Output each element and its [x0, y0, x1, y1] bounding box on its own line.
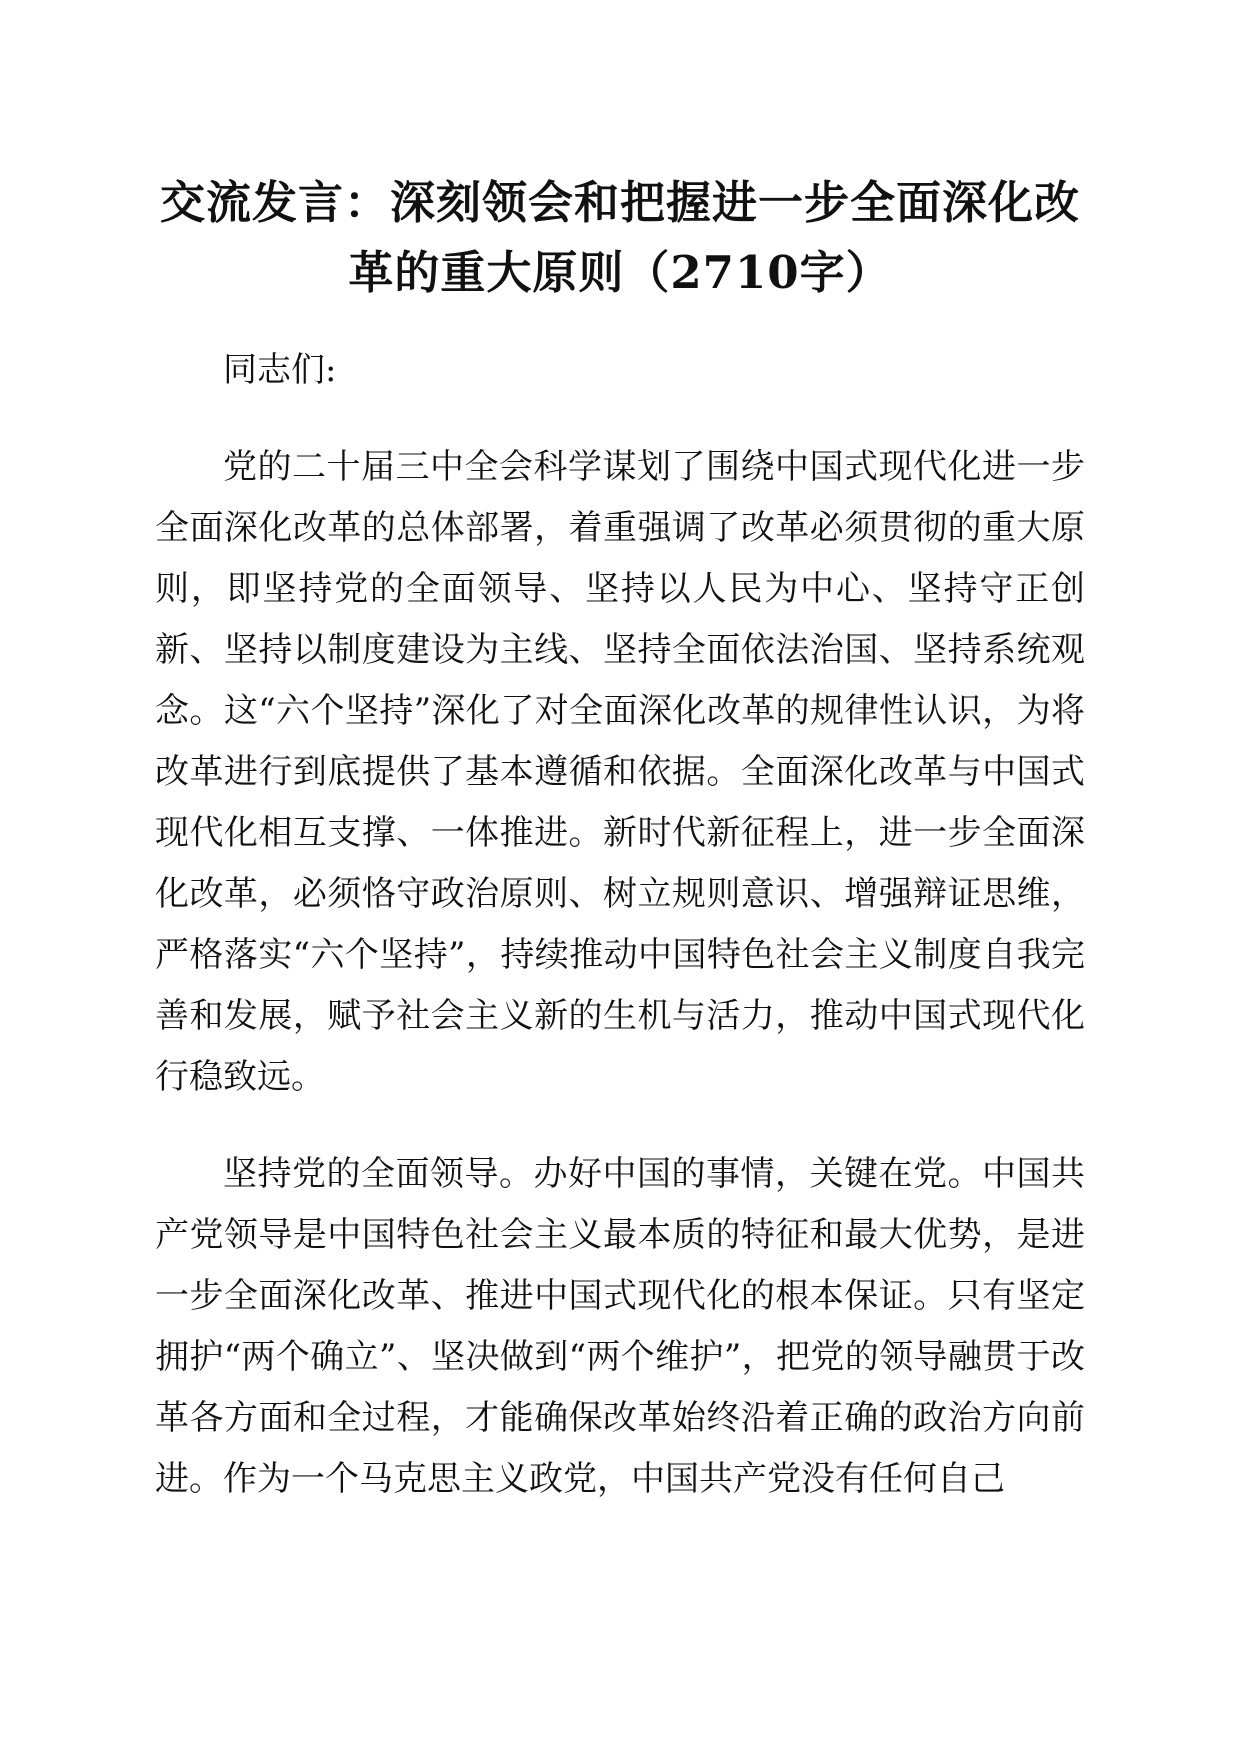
document-body	[155, 340, 1085, 1546]
paragraph-party-leadership: 坚持党的全面领导。办好中国的事情，关键在党。中国共产党领导是中国特色社会主义最本质的特征和最大优势，是进一步全面深化改革、推进中国式现代化的根本保证。只有坚定拥护“两个确立”、坚决做到“两个维护”，把党的领导融贯于改革各方面和全过程，才能确保改革始终沿着正确的政治方向前进。作为一个马克思主义政党，中国共产党没有任何自己	[155, 1154, 1085, 1499]
title-line-1: 交流发言：深刻领会和把握进一步全面深化改	[159, 176, 1080, 229]
paragraph-intro: 党的二十届三中全会科学谋划了围绕中国式现代化进一步全面深化改革的总体部署，着重强调了改革必须贯彻的重大原则，即坚持党的全面领导、坚持以人民为中心、坚持守正创新、坚持以制度建设为主线、坚持全面依法治国、坚持系统观念。这“六个坚持”深化了对全面深化改革的规律性认识，为将改革进行到底提供了基本遵循和依据。全面深化改革与中国式现代化相互支撑、一体推进。新时代新征程上，进一步全面深化改革，必须恪守政治原则、树立规则意识、增强辩证思维，严格落实“六个坚持”，持续推动中国特色社会主义制度自我完善和发展，赋予社会主义新的生机与活力，推动中国式现代化行稳致远。	[155, 447, 1085, 1097]
title-line-2: 革的重大原则（2710字）	[348, 246, 892, 299]
salutation: 同志们:	[223, 350, 337, 390]
document-title	[140, 168, 1100, 308]
